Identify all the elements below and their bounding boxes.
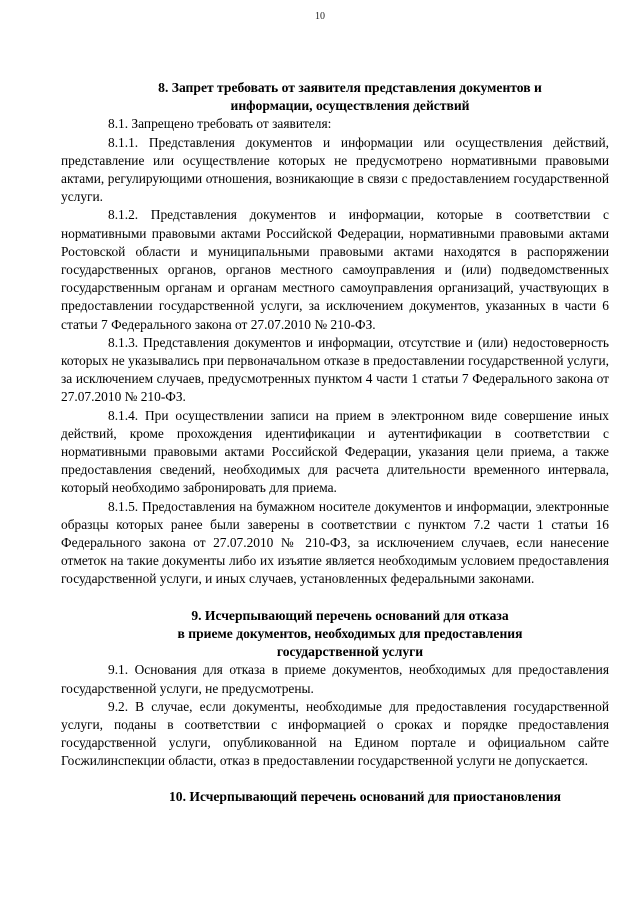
section-9-heading (61, 607, 609, 662)
paragraph-8-1: 8.1. Запрещено требовать от заявителя: (108, 116, 332, 132)
section-10-title-line-1: 10. Исчерпывающий перечень оснований для приостановления (169, 788, 561, 804)
paragraph-8-1-4: 8.1.4. При осуществлении записи на прием в электронном виде совершение иных действий, кроме прохождения идентификации и аутентификации в соответствии с нормативными правовыми актами Российской Федерации, указания цели приема, а также предоставления сведений, необходимых для расчета длительности временного интервала, который необходимо забронировать для приема. (61, 407, 609, 496)
paragraph-8-1-3: 8.1.3. Представления документов и информации, отсутствие и (или) недостоверность которых не указывались при первоначальном отказе в предоставлении государственной услуги, за исключением случаев, предусмотренных пунктом 4 части 1 статьи 7 Федерального закона от 27.07.2010 № 210-ФЗ. (61, 334, 609, 405)
section-9-title-line-1: 9. Исчерпывающий перечень оснований для отказа (191, 607, 509, 623)
section-10-heading (61, 788, 609, 806)
section-8-title-line-1: 8. Запрет требовать от заявителя представления документов и (158, 80, 542, 95)
section-9-title-line-3: государственной услуги (276, 644, 424, 660)
section-9-title-line-2: в приеме документов, необходимых для предоставления (177, 625, 523, 641)
page-number: 10 (315, 11, 325, 22)
paragraph-8-1-2: 8.1.2. Представления документов и информации, которые в соответствии с нормативными правовыми актами Российской Федерации, нормативными правовыми актами Ростовской области и муниципальными правовыми актами находятся в распоряжении государственных органов, органов местного самоуправления и (или) подведомственных государственным органам и органам местного самоуправления организаций, участвующих в предоставлении государственной услуги, за исключением документов, указанных в части 6 статьи 7 Федерального закона от 27.07.2010 № 210-ФЗ. (61, 207, 609, 332)
section-8-title-line-2: информации, осуществления действий (230, 98, 470, 114)
paragraph-9-2: 9.2. В случае, если документы, необходимые для предоставления государственной услуги, поданы в соответствии с информацией о сроках и порядке предоставления государственной услуги, опубликованной на Едином портале и официальном сайте Госжилинспекции области, отказ в предоставлении государственной услуги не допускается. (61, 698, 609, 769)
paragraph-8-1-5: 8.1.5. Предоставления на бумажном носителе документов и информации, электронные образцы которых ранее были заверены в соответствии с пунктом 7.2 части 1 статьи 16 Федерального закона от 27.07.2010 № 210-ФЗ, за исключением случаев, если нанесение отметок на такие документы либо их изъятие является необходимым условием предоставления государственной услуги, и иных случаев, установленных федеральными законами. (61, 498, 609, 587)
paragraph-9-1: 9.1. Основания для отказа в приеме документов, необходимых для предоставления государственной услуги, не предусмотрены. (61, 662, 609, 696)
paragraph-8-1-1: 8.1.1. Представления документов и информации или осуществления действий, представление или осуществление которых не предусмотрено нормативными правовыми актами, регулирующими отношения, возникающие в связи с предоставлением государственной услуги. (61, 134, 609, 205)
